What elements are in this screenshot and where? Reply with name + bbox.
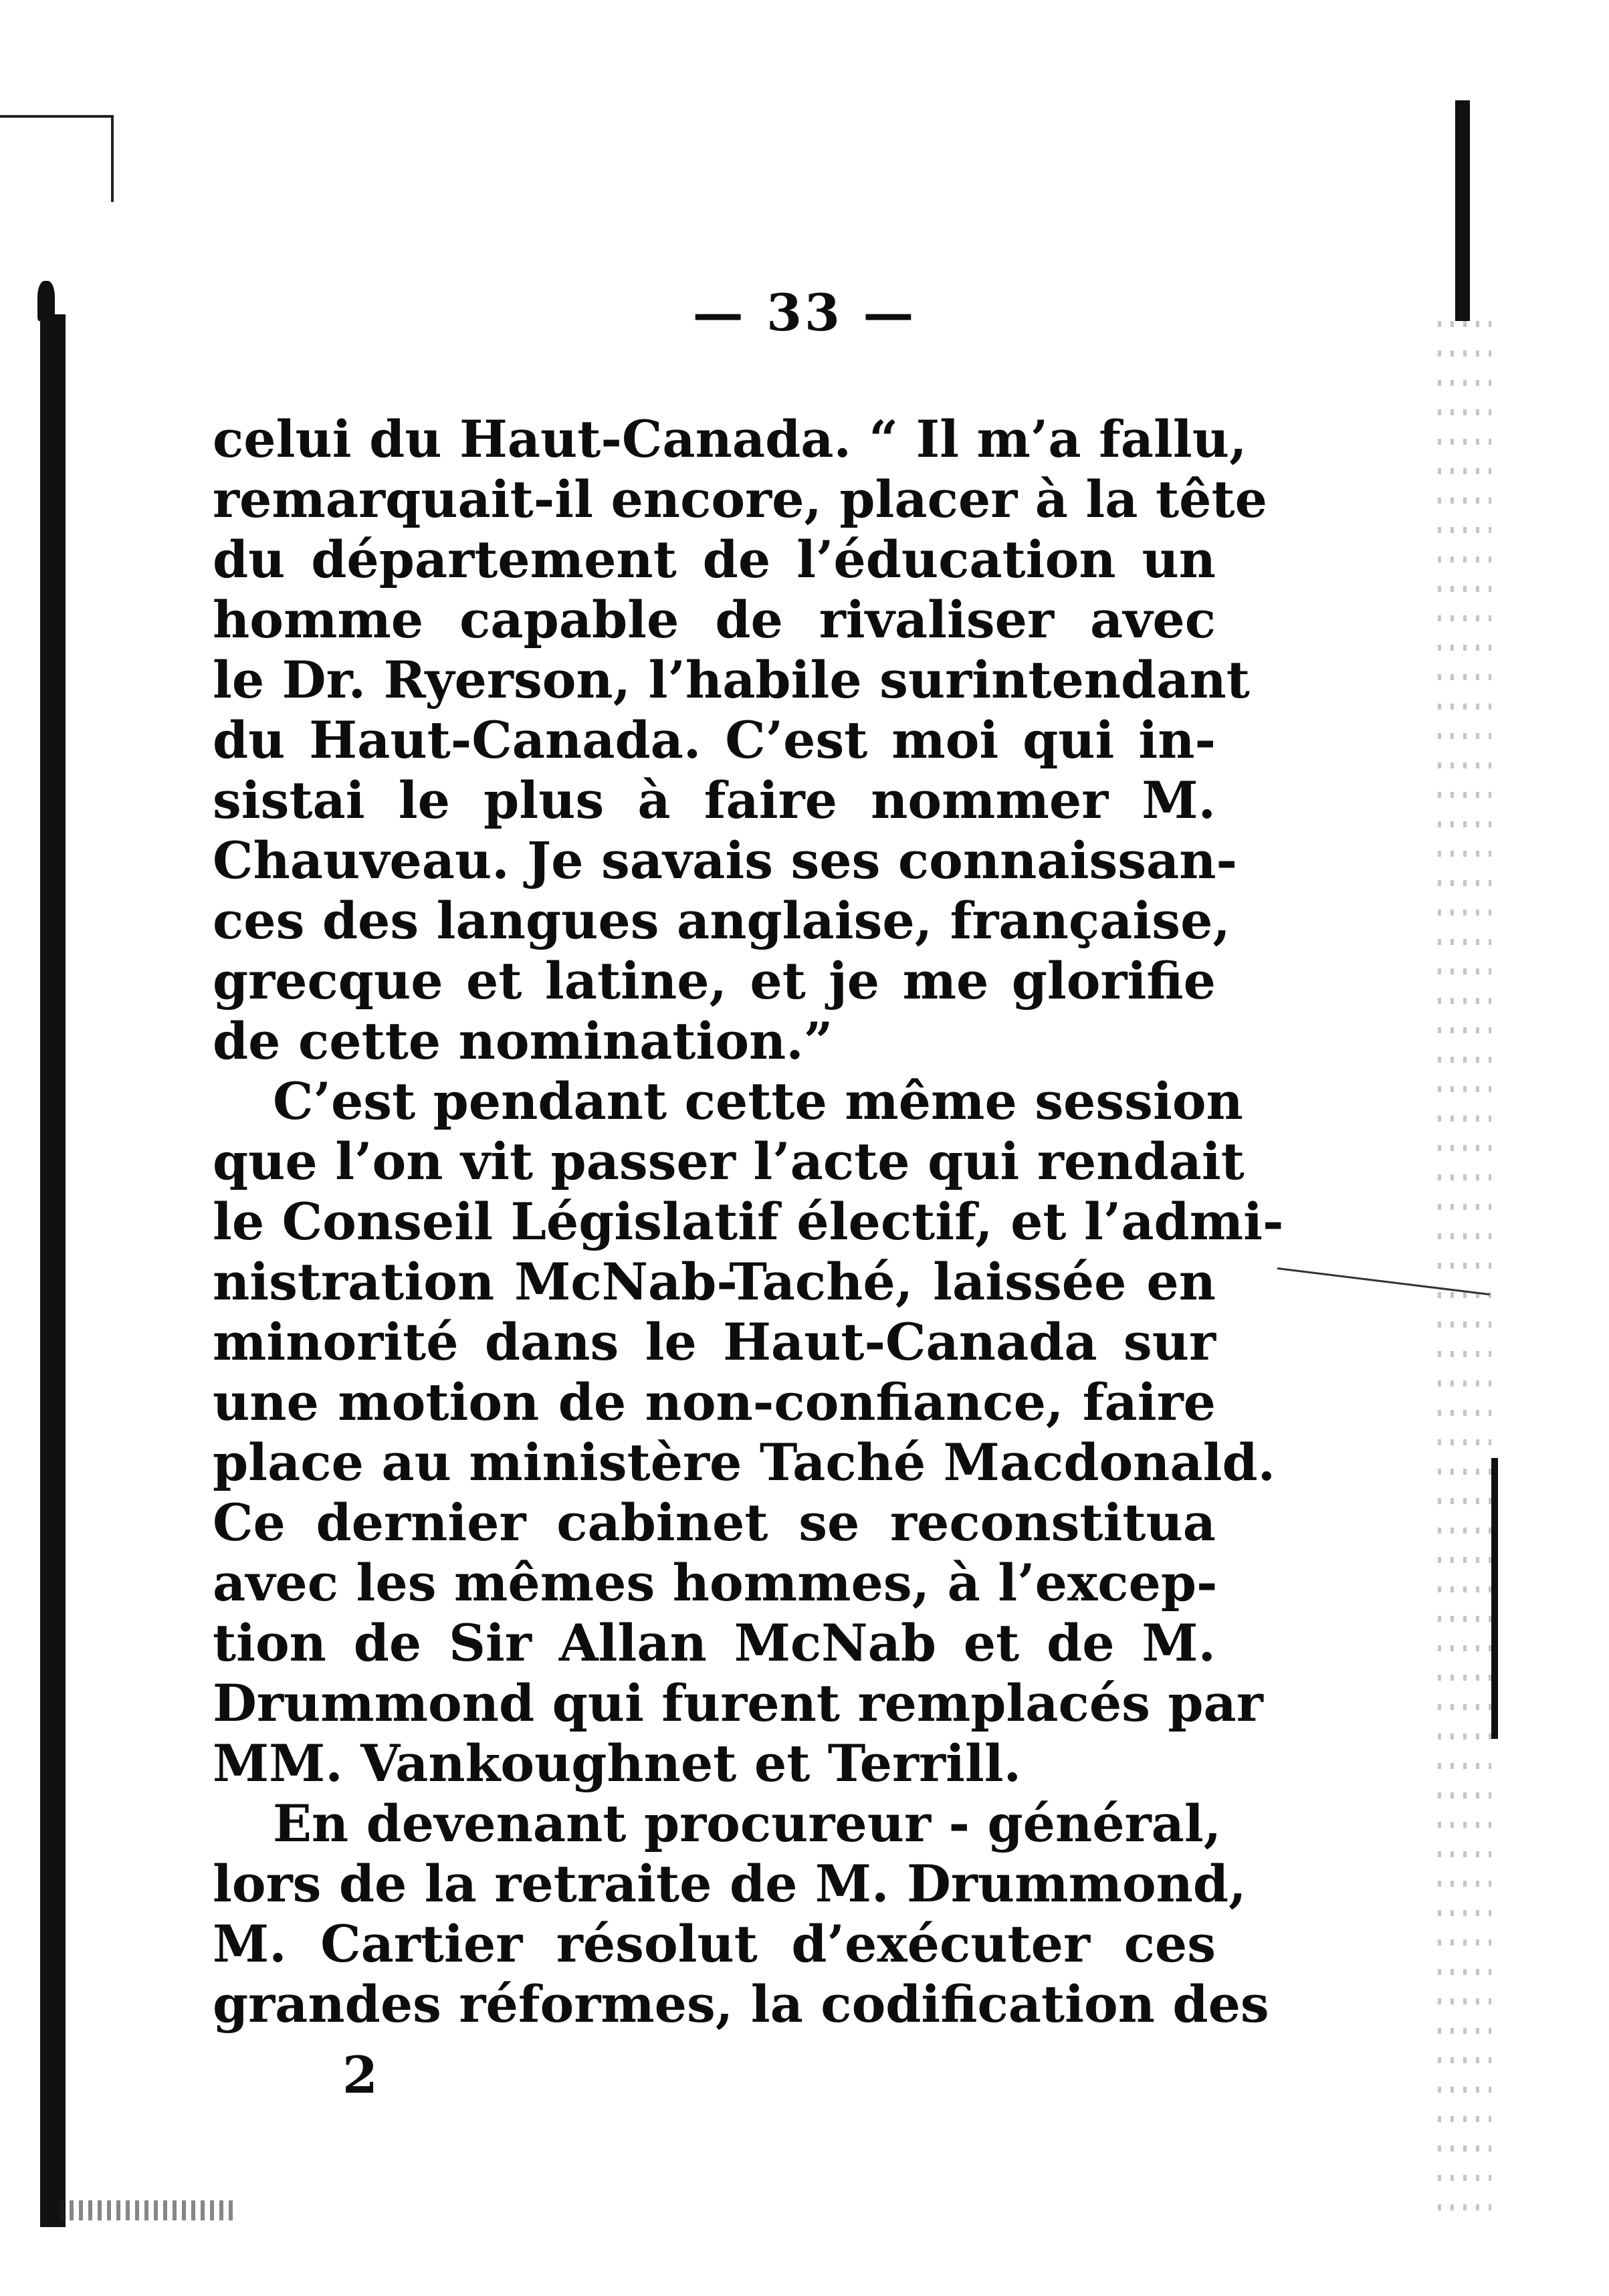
text-line: ces des langues anglaise, française, — [213, 891, 1230, 950]
text-line: lors de la retraite de M. Drummond, — [213, 1854, 1247, 1913]
printer-signature-mark: 2 — [342, 2045, 378, 2105]
text-line: du Haut-Canada. C’est moi qui in- — [213, 710, 1216, 770]
text-line: remarquait-il encore, placer à la tête — [213, 469, 1267, 529]
text-line: grecque et latine, et je me glorifie — [213, 951, 1216, 1011]
text-line: En devenant procureur - général, — [273, 1794, 1222, 1853]
body-text — [213, 409, 1284, 2034]
scan-artifact-binding-left — [40, 314, 66, 2227]
text-line: tion de Sir Allan McNab et de M. — [213, 1613, 1216, 1673]
scan-artifact-bar-right — [1491, 1458, 1498, 1739]
text-line: nistration McNab-Taché, laissée en — [213, 1252, 1216, 1312]
text-line: C’est pendant cette même session — [273, 1071, 1243, 1131]
text-line: avec les mêmes hommes, à l’excep- — [213, 1553, 1218, 1612]
text-line: Drummond qui furent remplacés par — [213, 1673, 1263, 1733]
text-line: minorité dans le Haut-Canada sur — [213, 1312, 1216, 1372]
scan-artifact-speckle-right — [1438, 321, 1491, 2227]
text-line: que l’on vit passer l’acte qui rendait — [213, 1132, 1245, 1191]
scan-artifact-binding-foot — [60, 2200, 234, 2220]
text-line: le Dr. Ryerson, l’habile surintendant — [213, 650, 1250, 710]
scan-artifact-corner-v — [111, 115, 114, 202]
text-line: Chauveau. Je savais ses connaissan- — [213, 831, 1238, 890]
text-line: MM. Vankoughnet et Terrill. — [213, 1734, 1022, 1793]
text-line: une motion de non-confiance, faire — [213, 1372, 1216, 1432]
text-line: homme capable de rivaliser avec — [213, 590, 1216, 649]
page-number-header: — 33 — — [692, 283, 917, 342]
text-line: M. Cartier résolut d’exécuter ces — [213, 1914, 1216, 1974]
text-line: Ce dernier cabinet se reconstitua — [213, 1493, 1216, 1552]
text-line: grandes réformes, la codification des — [213, 1974, 1269, 2034]
text-line: sistai le plus à faire nommer M. — [213, 770, 1216, 830]
text-line: du département de l’éducation un — [213, 530, 1216, 589]
text-line: de cette nomination.” — [213, 1011, 833, 1071]
text-line: place au ministère Taché Macdonald. — [213, 1433, 1276, 1492]
text-line: le Conseil Législatif électif, et l’admi- — [213, 1192, 1284, 1251]
text-line: celui du Haut-Canada. “ Il m’a fallu, — [213, 409, 1247, 469]
scan-artifact-corner-h — [0, 115, 114, 118]
